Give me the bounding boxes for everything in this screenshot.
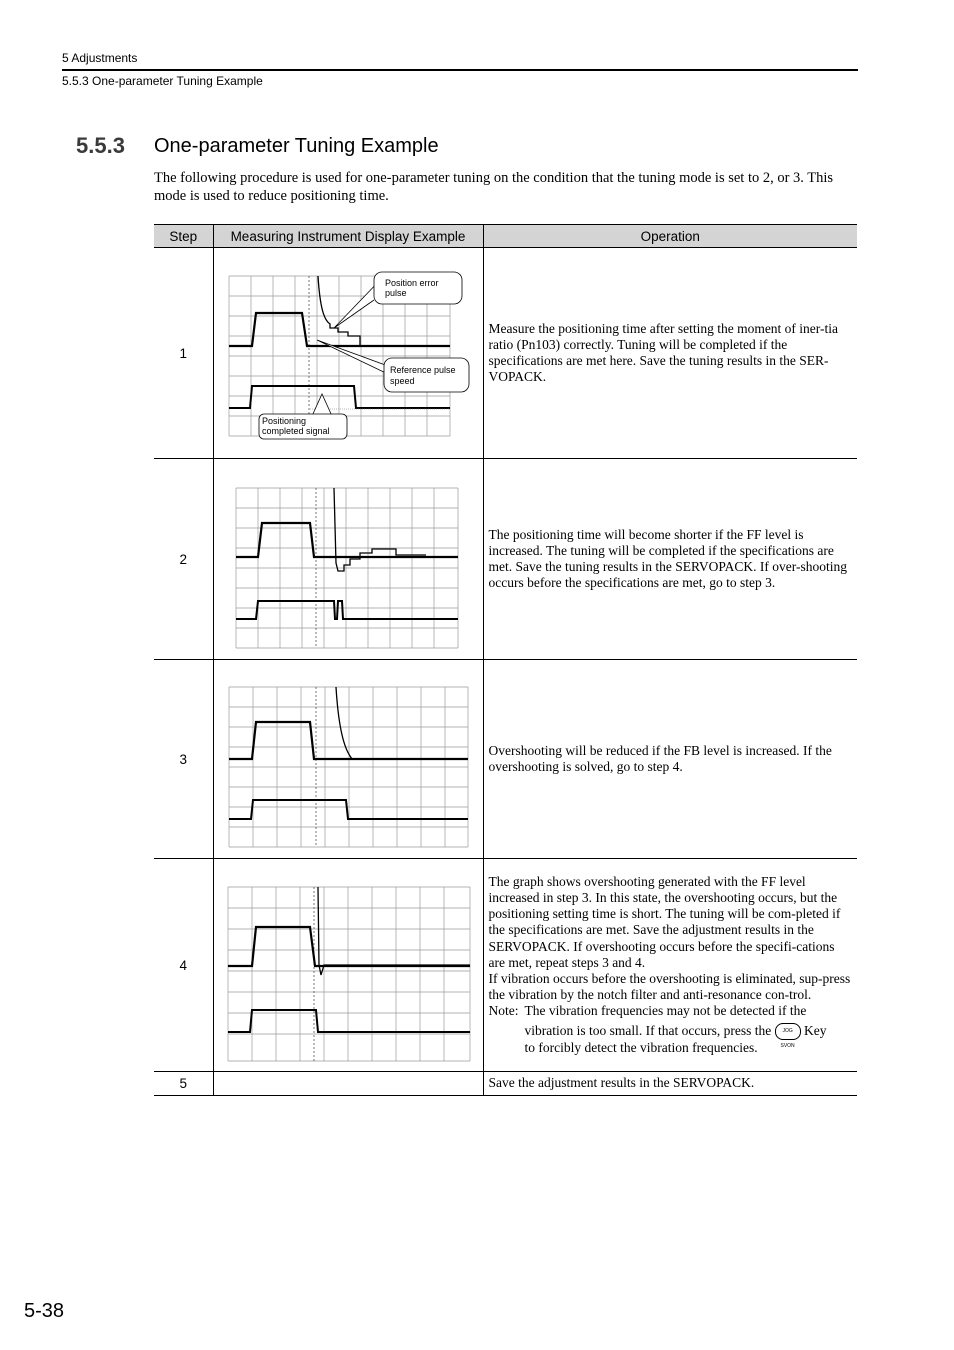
scope-display-step-3 [213,660,483,859]
operation-cell [483,859,857,1072]
operation-vibration-text: If vibration occurs before the overshooting is eliminated, sup-press the vibration by the notch filter and anti-resonance con-trol. [488,971,851,1003]
position-error-trace [336,687,352,759]
table-header-row [154,225,857,248]
label-positioning-2: completed signal [261,426,330,436]
note-label: Note: [488,1003,519,1019]
oscilloscope-trace [214,248,483,458]
table-row [154,1072,857,1096]
label-reference-1: Reference pulse [389,365,456,375]
note-continuation [489,1023,853,1057]
header-step: Step [154,225,213,248]
note-text-3: to forcibly detect the vibration frequencies. [524,1040,758,1056]
note-key-word: Key [803,1022,827,1038]
operation-text: The positioning time will become shorter if the FF level is increased. The tuning will be completed if the specifications are met. Save the tuning results in the SERVOPACK. If over-shooting occurs before the specifications are met, go to step 3. [483,459,857,660]
operation-text: The graph shows overshooting generated with the FF level increased in step 3. In this state, the overshooting occurs, but the positioning setting time is short. The tuning will be com-pleted if the specifications are met. Save the adjustment results in the SERVOPACK. If overshooting occurs before the specifi-cations are met, repeat steps 3 and 4. [488,873,841,970]
oscilloscope-trace [214,459,483,659]
header-display-example: Measuring Instrument Display Example [213,225,483,248]
note [489,1003,853,1019]
jog-svon-key-icon: JOG SVON [775,1023,801,1040]
scope-grid [229,687,468,847]
header-rule [62,69,858,71]
empty-display-cell [213,1072,483,1096]
intro-paragraph: The following procedure is used for one-parameter tuning on the condition that the tuning mode is set to 2, or 3. This mode is used to reduce positioning time. [154,170,834,204]
label-positioning-1: Positioning [261,416,306,426]
oscilloscope-trace [214,660,483,858]
running-header-section: 5.5.3 One-parameter Tuning Example [62,74,263,88]
scope-grid [228,887,470,1061]
label-position-error-1: Position error [384,278,439,288]
oscilloscope-trace [214,859,483,1071]
positioning-signal-trace [236,601,458,619]
step-number: 2 [154,459,213,660]
label-position-error-2: pulse [384,288,407,298]
scope-display-step-4 [213,859,483,1072]
table-row [154,459,857,660]
header-operation: Operation [483,225,857,248]
position-error-trace [318,887,470,975]
positioning-signal-trace [229,800,468,819]
callout-positioning-completed [259,394,347,439]
reference-speed-trace [229,313,450,346]
running-header-chapter: 5 Adjustments [62,51,138,65]
table-row [154,248,857,459]
reference-speed-trace [228,927,470,966]
callout-reference-speed [317,340,469,392]
note-text-2: vibration is too small. If that occurs, press the [524,1022,772,1038]
scope-display-step-1 [213,248,483,459]
page-number: 5-38 [24,1300,65,1322]
callout-position-error [334,272,462,328]
table-row [154,859,857,1072]
step-number: 4 [154,859,213,1072]
operation-text: Measure the positioning time after setting the moment of iner-tia ratio (Pn103) correctly. Tuning will be completed if the specifications are met here. Save the tuning results in the SER-VOPACK. [483,248,857,459]
scope-display-step-2 [213,459,483,660]
note-text-1: The vibration frequencies may not be detected if the [524,1003,807,1019]
tuning-steps-table [154,224,857,1096]
label-reference-2: speed [389,376,415,386]
operation-text: Save the adjustment results in the SERVOPACK. [483,1072,857,1096]
scope-grid [236,488,458,648]
table-row [154,660,857,859]
step-number: 3 [154,660,213,859]
section-title: One-parameter Tuning Example [154,135,439,157]
operation-text: Overshooting will be reduced if the FB level is increased. If the overshooting is solved, go to step 4. [483,660,857,859]
step-number: 5 [154,1072,213,1096]
step-number: 1 [154,248,213,459]
section-number: 5.5.3 [76,133,125,158]
